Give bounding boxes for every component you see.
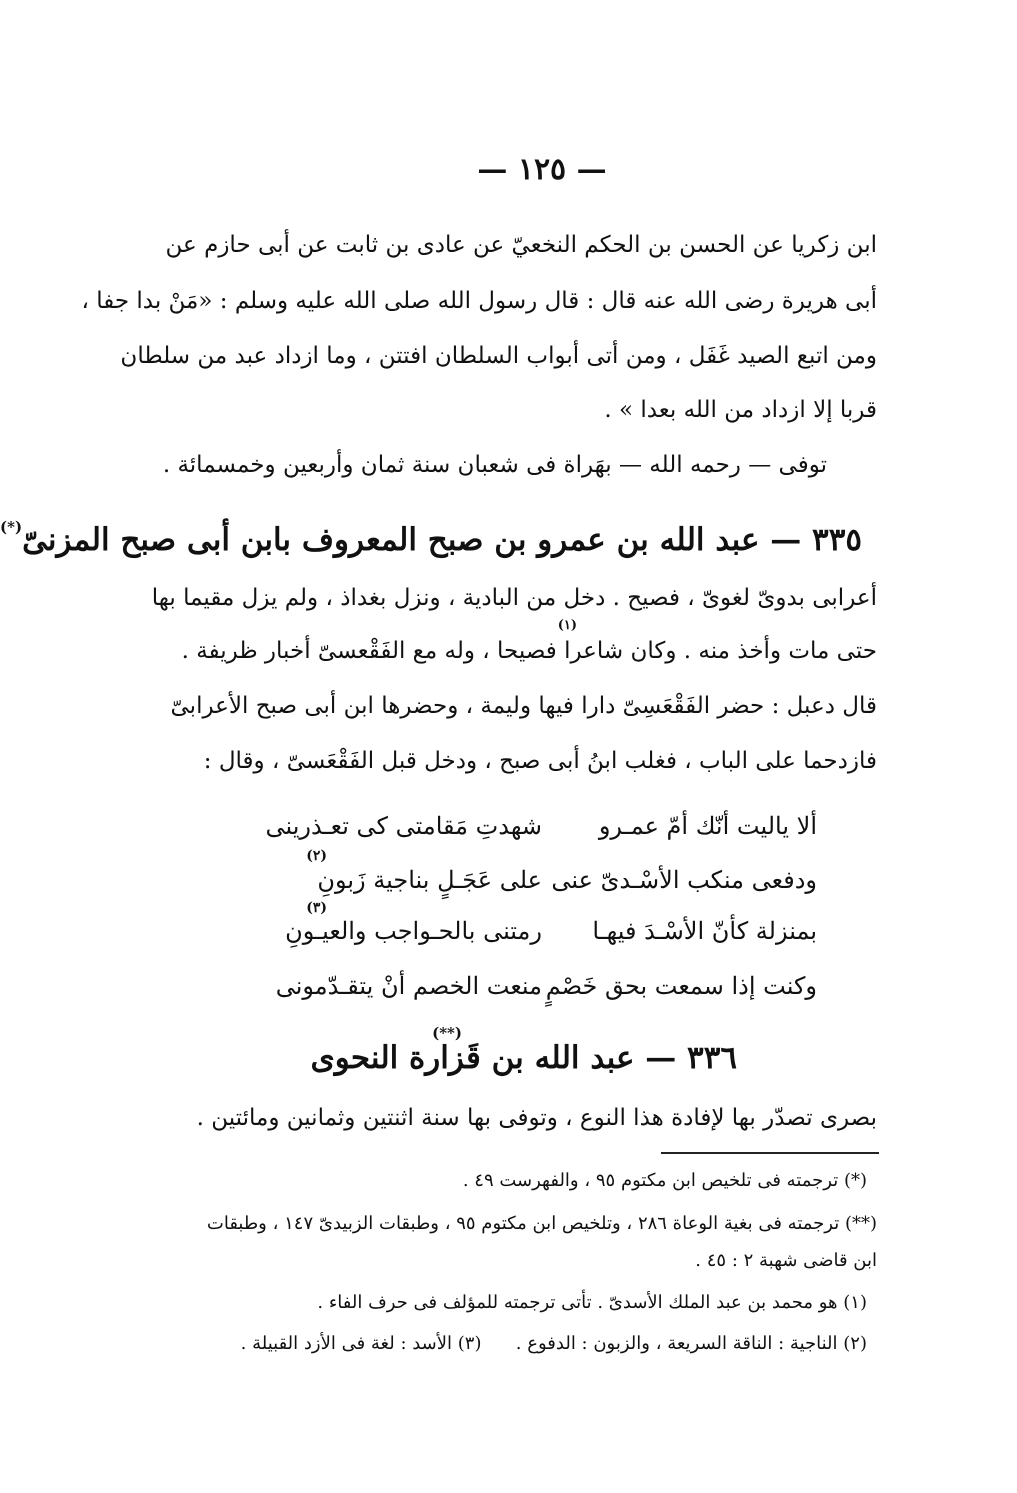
footnote-star: (*) ترجمته فى تلخيص ابن مكتوم ٩٥ ، والفهرست ٤٩ . (462, 1170, 867, 1191)
entry-335-bio-line-1: أعرابى بدوىّ لغوىّ ، فصيح . دخل من البادية ، ونزل بغداذ ، ولم يزل مقيما بها (151, 585, 877, 611)
death-line: توفى — رحمه الله — بهَراة فى شعبان سنة ثمان وأربعين وخمسمائة . (162, 452, 827, 478)
entry-335-heading (0, 518, 862, 558)
entry-335-bio-footnote-ref: (١) (557, 618, 577, 633)
entry-335-heading-text: ٣٣٥ — عبد الله بن عمرو بن صبح المعروف بابن أبى صبح المزنىّ (22, 522, 862, 558)
footnote-1: (١) هو محمد بن عبد الملك الأسدىّ . تأتى ترجمته للمؤلف فى حرف الفاء . (317, 1292, 867, 1313)
entry-336-bio-line: بصرى تصدّر بها لإفادة هذا النوع ، وتوفى بها سنة اثنتين وثمانين ومائتين . (196, 1105, 877, 1131)
intro-line-2: أبى هريرة رضى الله عنه قال : قال رسول الله صلى الله عليه وسلم : «مَنْ بدا جفا ، (81, 288, 877, 314)
intro-line-1: ابن زكريا عن الحسن بن الحكم النخعيّ عن عادى بن ثابت عن أبى حازم عن (165, 232, 877, 258)
verse-4-second-hemistich: منعت الخصم أنْ يتقـدّمونى (275, 972, 542, 1000)
verse-3-first-hemistich: بمنزلة كأنّ الأسْـدَ فيهـا (592, 917, 817, 945)
entry-335-story-line-1: قال دعبل : حضر الفَقْعَسِىّ دارا فيها وليمة ، وحضرها ابن أبى صبح الأعرابىّ (170, 693, 877, 719)
footnote-2-and-3: (٢) الناجية : الناقة السريعة ، والزبون : الدفوع . (٣) الأسد : لغة فى الأزد القبيلة . (240, 1333, 867, 1354)
entry-336-heading: ٣٣٦ — عبد الله بن قَزارة النحوى (310, 1040, 737, 1076)
intro-line-3: ومن اتبع الصيد غَفَل ، ومن أتى أبواب السلطان افتتن ، وما ازداد عبد من سلطان (120, 343, 877, 369)
entry-335-bio-line-2: حتى مات وأخذ منه . وكان شاعرا فصيحا ، وله مع الفَقْعسىّ أخبار ظريفة . (181, 638, 877, 664)
entry-336-heading-footnote-ref: (**) (432, 1024, 462, 1042)
page-number: — ١٢٥ — (477, 152, 607, 187)
entry-335-story-line-2: فازدحما على الباب ، فغلب ابنُ أبى صبح ، ودخل قبل الفَقْعَسىّ ، وقال : (203, 748, 877, 774)
verse-2-second-hemistich: على عَجَـلٍ بناجية زَبونِ (317, 866, 542, 894)
verse-2-first-hemistich: ودفعى منكب الأسْـدىّ عنى (551, 866, 817, 894)
intro-line-4: قربا إلا ازداد من الله بعدا » . (604, 397, 877, 423)
footnote-double-star-continued: ابن قاضى شهبة ٢ : ٤٥ . (695, 1250, 877, 1271)
verse-footnote-ref-3: (٣) (306, 900, 327, 916)
footnote-separator (661, 1152, 879, 1154)
verse-3-second-hemistich: رمتنى بالحـواجب والعيـونِ (285, 917, 542, 945)
footnote-double-star: (**) ترجمته فى بغية الوعاة ٢٨٦ ، وتلخيص ابن مكتوم ٩٥ ، وطبقات الزبيدىّ ١٤٧ ، وطبقات (206, 1213, 877, 1234)
verse-4-first-hemistich: وكنت إذا سمعت بحق خَصْمٍ (545, 972, 817, 1000)
verse-footnote-ref-2: (٢) (306, 848, 327, 864)
verse-1-first-hemistich: ألا ياليت أنّك أمّ عمـرو (598, 812, 817, 840)
verse-1-second-hemistich: شهدتِ مَقامتى كى تعـذرينى (265, 812, 542, 840)
entry-335-heading-footnote-ref: (*) (0, 518, 23, 536)
